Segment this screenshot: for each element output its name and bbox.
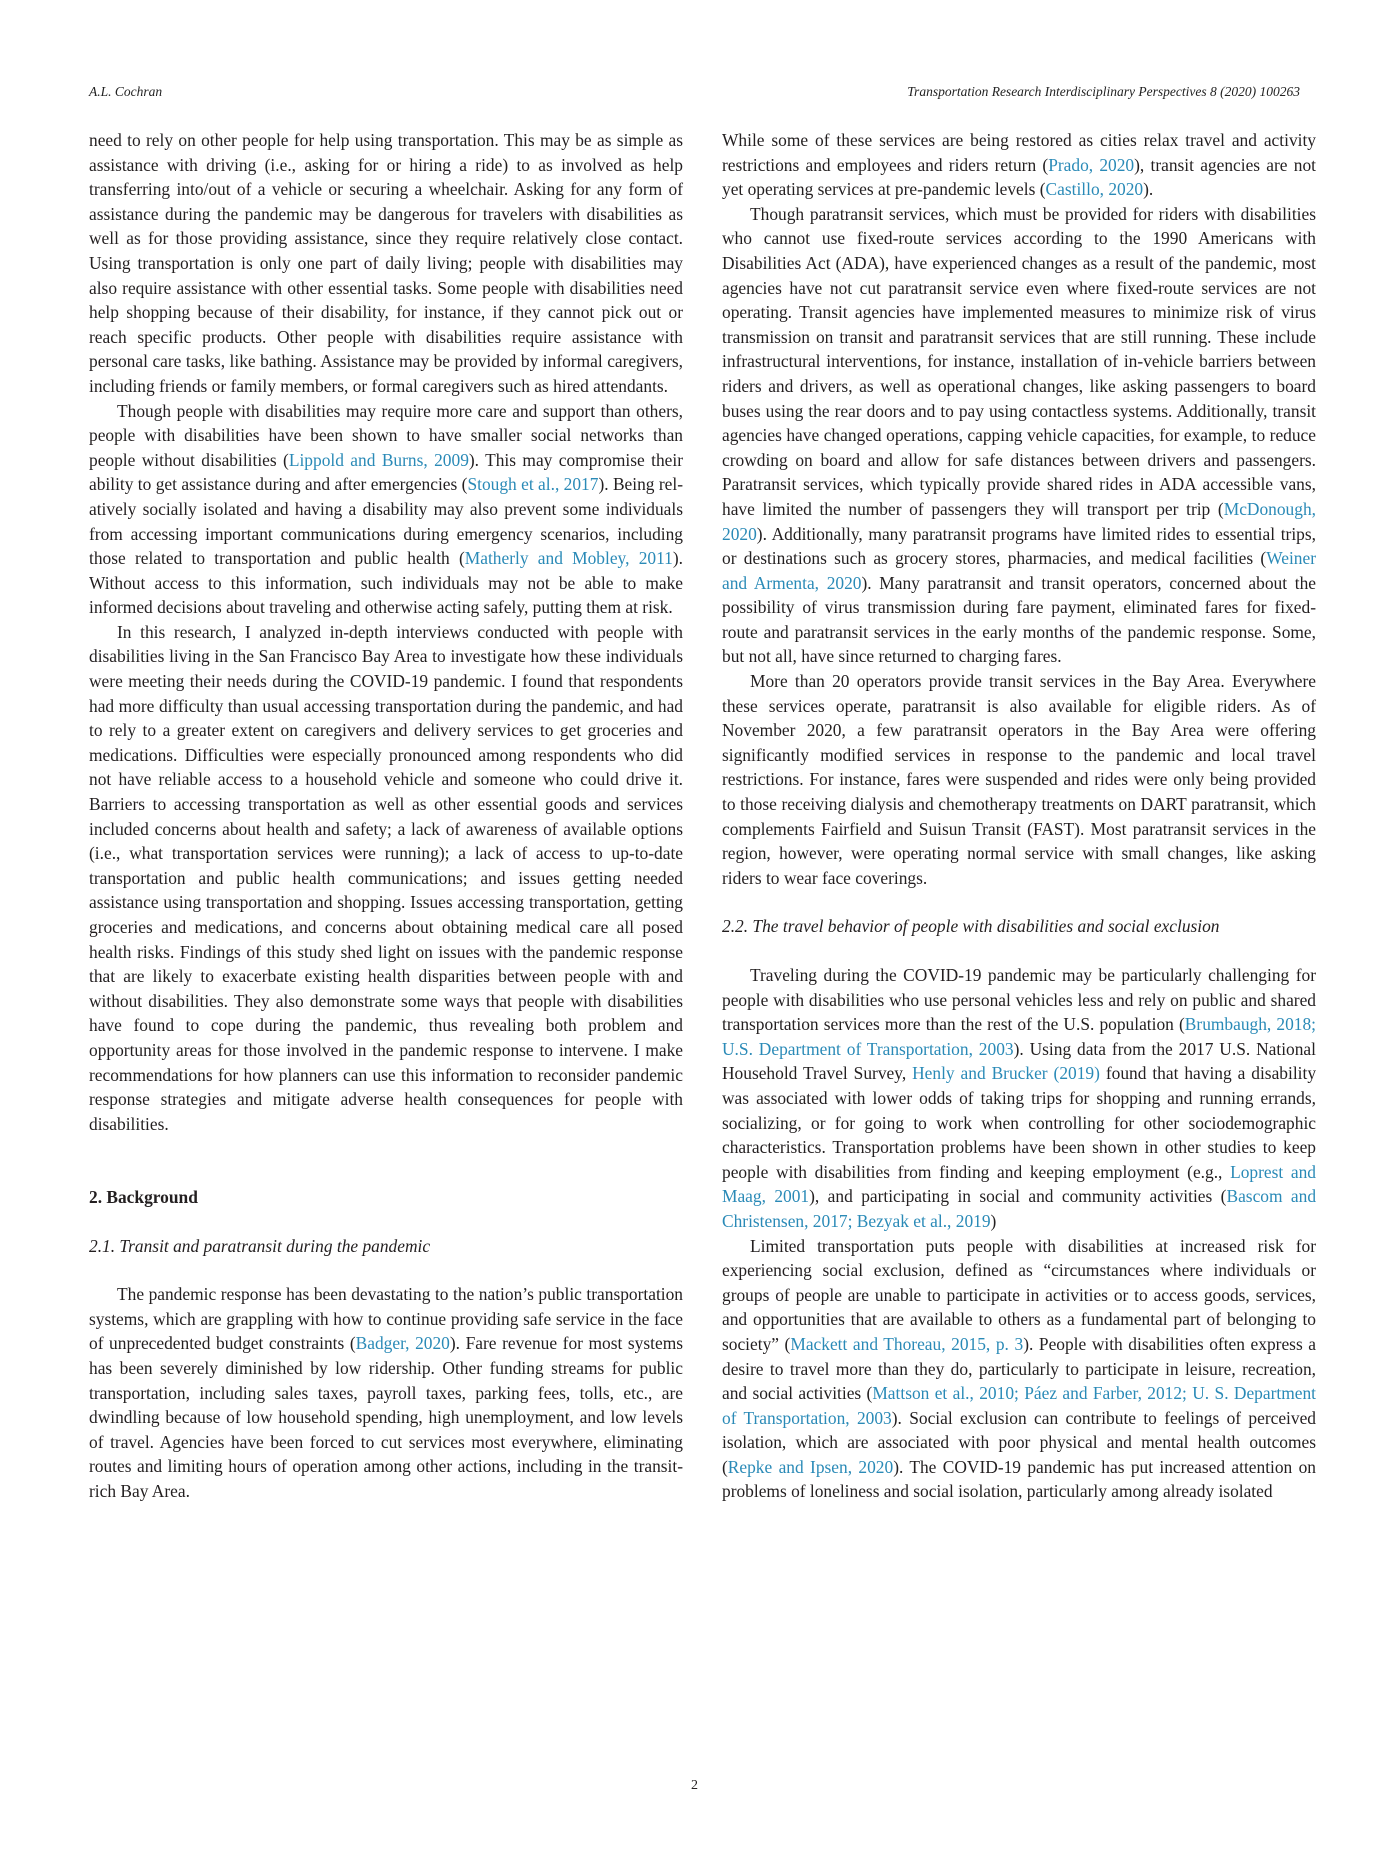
citation-brumbaugh-usdot[interactable]: Brumbaugh, 2018; U.S. Department of Transportation, 2003	[722, 1014, 1317, 1059]
paragraph-bay-area-operators: More than 20 operators provide transit services in the Bay Area. Everywhere these services operate, paratransit is also available for eligible riders. As of November 2020, a few paratransit operators in the Bay Area were offering significantly modified services in response to the pandemic and local travel restrictions. For instance, fares were suspended and rides were only being provided to those receiving dialysis and chemotherapy treatments on DART paratransit, which complements Fairfield and Suisun Transit (FAST). Most paratransit services in the region, however, were operating normal service with small changes, like asking riders to wear face coverings.	[722, 671, 1316, 888]
left-column	[89, 128, 683, 1503]
section-heading-background: 2. Background	[89, 1186, 198, 1207]
paragraph-travel-covid: Traveling during the COVID-19 pandemic may be particularly challenging for people with disabilities who use personal vehicles less and rely on public and shared transportation services more than the rest of the U.S. population (Brumbaugh, 2018; U.S. Department of Transportation, 2003). Using data from the 2017 U.S. National Household Travel Survey, Henly and Brucker (2019) found that having a disability was associated with lower odds of taking trips for shopping and running errands, socializing, or for going to work when controlling for other sociodemographic characteristics. Transportation problems have been shown in other studies to keep people with disabilities from finding and keeping employment (e.g., Loprest and Maag, 2001), and participating in social and community activities (Bascom and Christensen, 2017; Bezyak et al., 2019)	[722, 965, 1317, 1231]
subsection-heading-transit: 2.1. Transit and paratransit during the pandemic	[89, 1235, 431, 1256]
citation-mattson-paez-usdot[interactable]: Mattson et al., 2010; Páez and Farber, 2012; U. S. Department of Transportation, 2003	[722, 1383, 1316, 1428]
subsection-heading-travel-behavior: 2.2. The travel behavior of people with disabilities and social exclusion	[722, 916, 1220, 937]
citation-lippold-burns[interactable]: Lippold and Burns, 2009	[288, 449, 469, 470]
citation-badger[interactable]: Badger, 2020	[355, 1333, 450, 1354]
page-number: 2	[691, 1778, 698, 1793]
citation-castillo[interactable]: Castillo, 2020	[1045, 179, 1144, 200]
citation-loprest-maag[interactable]: Loprest and Maag, 2001	[722, 1161, 1317, 1207]
citation-mackett-thoreau[interactable]: Mackett and Thoreau, 2015, p. 3	[790, 1333, 1024, 1354]
citation-bascom-bezyak[interactable]: Bascom and Christensen, 2017; Bezyak et al., 2019	[722, 1186, 1317, 1231]
paragraph-services-restored: While some of these services are being restored as cities relax travel and activity restrictions and employees and riders return (Prado, 2020), transit agencies are not yet operating services at pre-pandemic levels (Castillo, 2020).	[722, 130, 1316, 200]
citation-weiner-armenta[interactable]: Weiner and Armenta, 2020	[722, 548, 1316, 593]
citation-mcdonough[interactable]: McDonough, 2020	[722, 498, 1316, 544]
paragraph-paratransit-changes: Though paratransit services, which must be provided for riders with disabilities who cannot use fixed-route services according to the 1990 Americans with Disabilities Act (ADA), have experienced changes as a result of the pandemic, most agencies have not cut paratransit service even where fixed-route services are not operating. Transit agencies have implemented measures to minimize risk of virus transmission on transit and paratransit services that are still running. These include infrastructural interventions, for instance, installation of in-vehicle barriers between riders and drivers, as well as operational changes, like asking passengers to board buses using the rear doors and to pay using contactless systems. Additionally, transit agencies have changed operations, capping vehicle capacities, for example, to reduce crowding on board and allow for safe distances between drivers and passengers. Paratransit services, which typically provide shared rides in ADA accessible vans, have limited the number of passengers they will transport per trip (McDonough, 2020). Additionally, many paratransit programs have limited rides to essential trips, or destinations such as grocery stores, pharmacies, and medical facilities (Weiner and Armenta, 2020). Many paratransit and transit operators, concerned about the possibility of virus transmission during fare payment, eliminated fares for fixed-route and paratransit services in the early months of the pandemic response. Some, but not all, have since returned to charging fares.	[722, 203, 1316, 667]
running-header-author: A.L. Cochran	[89, 84, 163, 99]
right-column	[722, 128, 1316, 1504]
paragraph-pandemic-response: The pandemic response has been devastating to the nation’s public transportation systems, which are grappling with how to continue providing safe service in the face of unprecedented budget constraints (Badger, 2020). Fare revenue for most systems has been severely diminished by low ridership. Other funding streams for public transportation, including sales taxes, payroll taxes, parking fees, tolls, etc., are dwindling because of low household spending, high unemployment, and low levels of travel. Agencies have been forced to cut services most everywhere, eliminating routes and limiting hours of operation among other actions, including in the transit-rich Bay Area.	[89, 1284, 683, 1501]
paragraph-social-networks: Though people with disabilities may require more care and support than others, people with disabilities have been shown to have smaller social networks than people without disabilities (Lippold and Burns, 2009). This may compromise their ability to get assistance during and after emergencies (Stough et al., 2017). Being relatively socially isolated and having a disability may also prevent some individuals from accessing important communications during emergency scenarios, including those related to transportation and public health (Matherly and Mobley, 2011). Without access to this information, such individuals may not be able to make informed decisions about traveling and otherwise acting safely, putting them at risk.	[89, 400, 684, 618]
paragraph-continued: need to rely on other people for help using transportation. This may be as simple as assistance with driving (i.e., asking for or hiring a ride) to as involved as help transferring into/out of a vehicle or securing a wheelchair. Asking for any form of assistance during the pandemic may be dangerous for travelers with disabilities as well as for those providing assistance, since they require relatively close contact. Using transportation is only one part of daily living; people with disabilities may also require assistance with other essential tasks. Some people with disabilities need help shopping because of their disability, for instance, if they cannot pick out or reach specific products. Other people with disabilities require assistance with personal care tasks, like bathing. Assistance may be provided by informal caregivers, including friends or family members, or formal caregivers such as hired attendants.	[89, 130, 683, 396]
citation-matherly-mobley[interactable]: Matherly and Mobley, 2011	[464, 548, 673, 569]
citation-prado[interactable]: Prado, 2020	[1048, 154, 1135, 175]
paragraph-social-exclusion: Limited transportation puts people with disabilities at increased risk for experiencing social exclusion, defined as “circumstances where individuals or groups of people are unable to participate in activities or to access goods, services, and opportunities that are available to others as a fundamental part of belonging to society” (Mackett and Thoreau, 2015, p. 3). People with disabilities often express a desire to travel more than they do, particularly to participate in leisure, recreation, and social activities (Mattson et al., 2010; Páez and Farber, 2012; U. S. Department of Transportation, 2003). Social exclusion can contribute to feelings of perceived isolation, which are associated with poor physical and mental health outcomes (Repke and Ipsen, 2020). The COVID-19 pandemic has put increased attention on problems of loneliness and social isolation, particularly among already isolated	[722, 1235, 1317, 1502]
running-header-journal: Transportation Research Interdisciplinary Perspectives 8 (2020) 100263	[907, 84, 1300, 99]
citation-henly-brucker[interactable]: Henly and Brucker (2019)	[912, 1063, 1100, 1084]
citation-stough[interactable]: Stough et al., 2017	[467, 474, 599, 495]
citation-repke-ipsen[interactable]: Repke and Ipsen, 2020	[727, 1456, 894, 1477]
paragraph-research-summary: In this research, I analyzed in-depth interviews conducted with people with disabilities living in the San Francisco Bay Area to investigate how these individuals were meeting their needs during the COVID-19 pandemic. I found that respondents had more difficulty than usual accessing transportation during the pandemic, and had to rely to a greater extent on caregivers and delivery services to get groceries and medications. Difficulties were especially pronounced among respondents who did not have reliable access to a household vehicle and someone who could drive it. Barriers to accessing transportation as well as other essential goods and services included concerns about health and safety; a lack of awareness of available options (i.e., what transportation services were running); a lack of access to up-to-date transportation and public health communications; and issues getting needed assistance using transportation and shopping. Issues accessing transportation, getting groceries and medications, and concerns about obtaining medical care all posed health risks. Findings of this study shed light on issues with the pandemic response that are likely to exacerbate existing health disparities between people with and without disabilities. They also demonstrate some ways that people with disabilities have found to cope during the pandemic, thus revealing both problem and opportunity areas for those involved in the pandemic response to intervene. I make recommendations for how planners can use this information to reconsider pandemic response strategies and mitigate adverse health consequences for people with disabilities.	[89, 621, 683, 1134]
